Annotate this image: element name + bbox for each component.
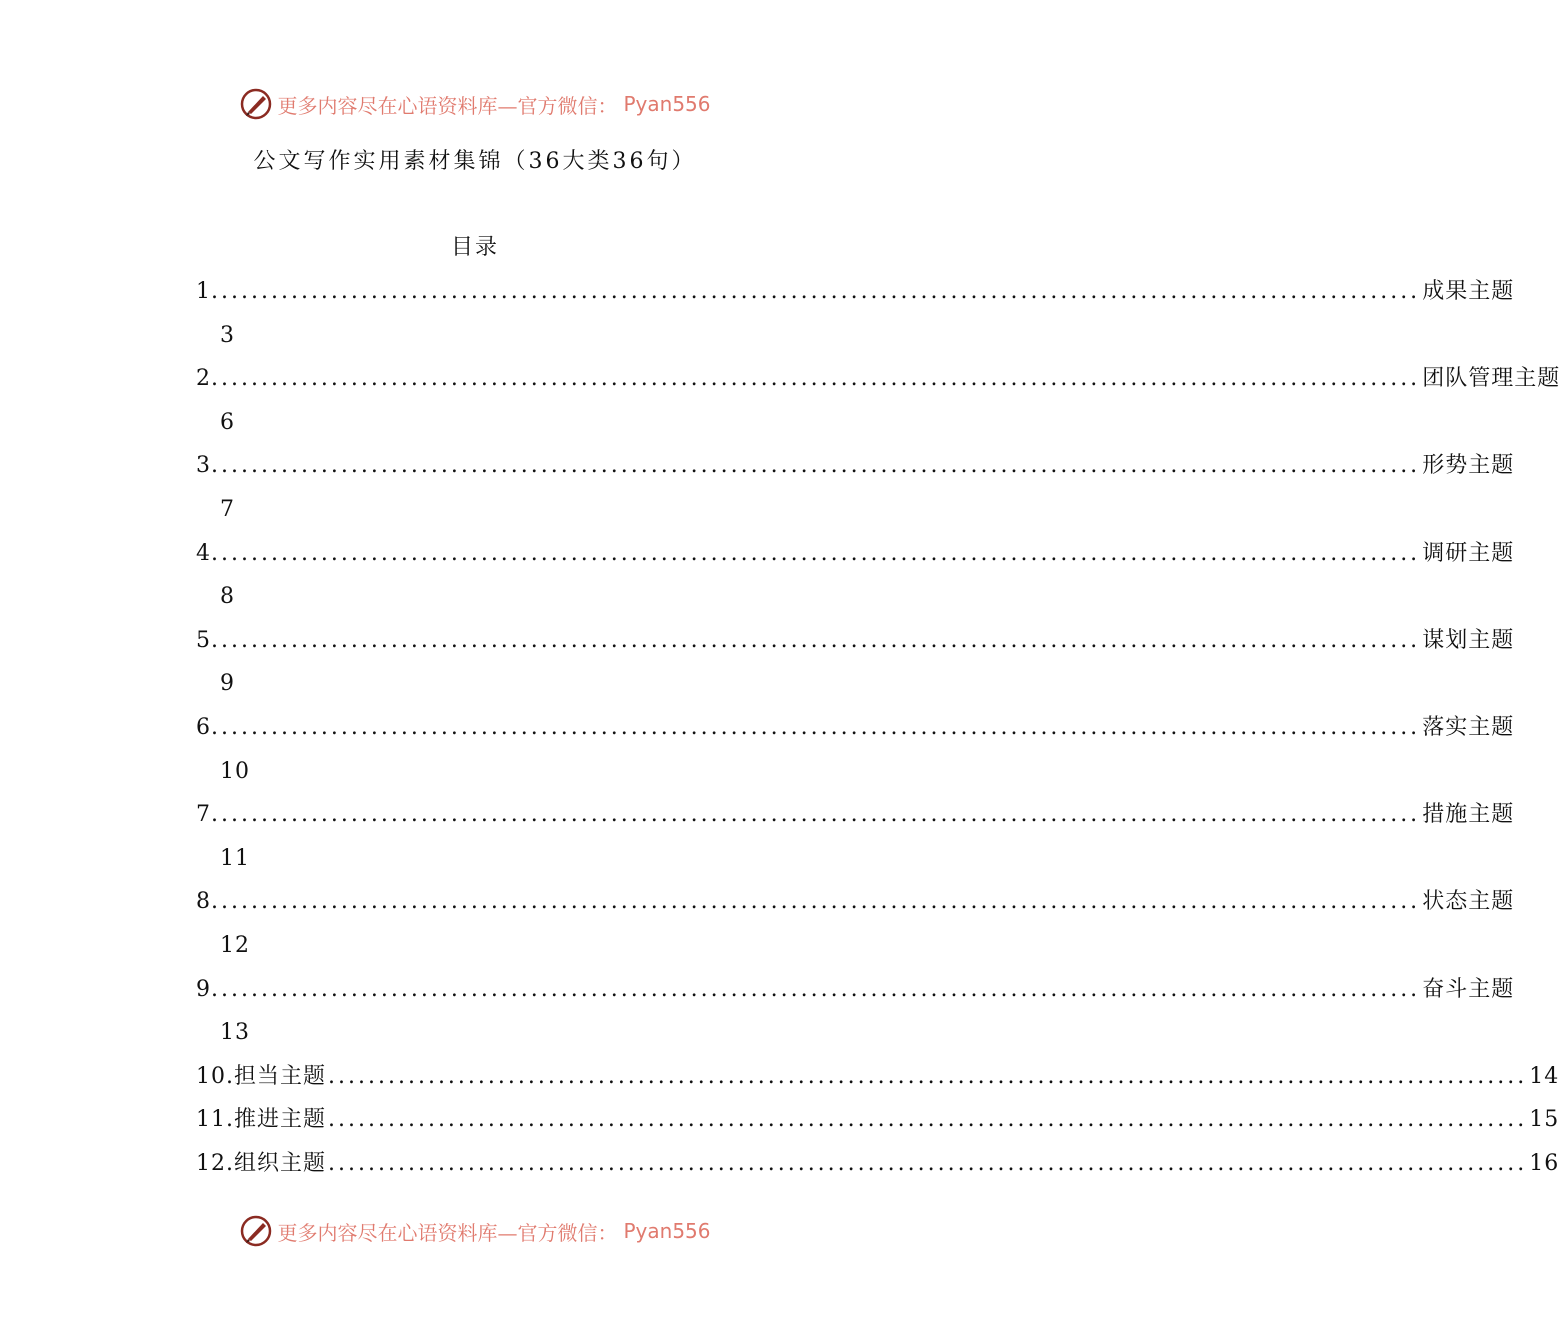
toc-entry-page: 9: [220, 671, 235, 697]
toc-entry[interactable]: [196, 1059, 1560, 1103]
watermark-text: 更多内容尽在心语资料库—官方微信：: [277, 1220, 618, 1245]
toc-entry-page: 7: [220, 496, 235, 522]
toc-entry-number: 3.: [196, 453, 219, 479]
toc-dot-leader: ........................................................................................................................: [221, 627, 1421, 653]
toc-dot-leader: ........................................................................................................................: [221, 802, 1421, 828]
document-title: 公文写作实用素材集锦（36大类36句）: [253, 149, 697, 174]
toc-entry-page: 8: [220, 584, 235, 610]
toc-entry-number: 6.: [196, 714, 219, 740]
toc-entry[interactable]: [196, 623, 1515, 667]
toc-entry-number: 11.: [196, 1107, 234, 1133]
toc-entry-page: 15: [1529, 1107, 1560, 1133]
toc-entry-number: 5.: [196, 627, 219, 653]
toc-dot-leader: ........................................................................................................................: [328, 1150, 1528, 1176]
toc-entry[interactable]: [196, 972, 1515, 1016]
toc-entry-number: 2.: [196, 366, 219, 392]
toc-dot-leader: ........................................................................................................................: [221, 279, 1421, 304]
watermark-text: 更多内容尽在心语资料库—官方微信：: [277, 93, 618, 118]
toc-entry[interactable]: [196, 1146, 1560, 1190]
toc-dot-leader: ........................................................................................................................: [328, 1107, 1528, 1133]
toc-entry[interactable]: [196, 448, 1515, 492]
watermark-top: [0, 84, 950, 124]
toc-dot-leader: ........................................................................................................................: [221, 366, 1421, 392]
toc-dot-leader: ........................................................................................................................: [221, 453, 1421, 479]
toc-dot-leader: ........................................................................................................................: [328, 1063, 1528, 1089]
watermark-bottom: [0, 1211, 950, 1251]
toc-entry-title: 措施主题: [1422, 802, 1515, 828]
toc-entry-page: 16: [1529, 1150, 1560, 1176]
toc-entry[interactable]: [196, 884, 1515, 928]
toc-entry[interactable]: [196, 274, 1515, 318]
toc-entry[interactable]: [196, 1102, 1560, 1146]
pen-logo-icon: [239, 87, 273, 121]
toc-entry-title: 状态主题: [1422, 889, 1515, 915]
toc-entry-title: 落实主题: [1422, 714, 1515, 740]
toc-entry-title: 谋划主题: [1422, 627, 1515, 653]
table-of-contents: [196, 274, 1560, 1189]
toc-entry-page: 13: [220, 1020, 250, 1046]
toc-entry-title: 团队管理主题: [1422, 366, 1560, 392]
toc-entry-title: 奋斗主题: [1422, 976, 1515, 1002]
toc-entry-number: 1.: [196, 279, 219, 304]
toc-entry-title: 推进主题: [234, 1107, 327, 1133]
toc-entry-number: 8.: [196, 889, 219, 915]
toc-entry-title: 担当主题: [234, 1063, 327, 1089]
toc-entry-title: 组织主题: [234, 1150, 327, 1176]
toc-entry-title: 调研主题: [1422, 540, 1515, 566]
toc-entry[interactable]: [196, 361, 1560, 405]
toc-entry-title: 形势主题: [1422, 453, 1515, 479]
watermark-wechat-id: Pyan556: [623, 1219, 711, 1243]
toc-entry-number: 9.: [196, 976, 219, 1002]
toc-dot-leader: ........................................................................................................................: [221, 976, 1421, 1002]
pen-logo-icon: [239, 1214, 273, 1248]
toc-entry-number: 4.: [196, 540, 219, 566]
toc-dot-leader: ........................................................................................................................: [221, 540, 1421, 566]
toc-entry-page: 12: [220, 932, 250, 958]
toc-entry[interactable]: [196, 797, 1515, 841]
toc-entry-page: 11: [220, 845, 250, 871]
toc-entry-page: 14: [1529, 1063, 1560, 1089]
toc-entry[interactable]: [196, 536, 1515, 580]
toc-entry-page: 6: [220, 409, 235, 435]
toc-entry-number: 7.: [196, 802, 219, 828]
toc-entry-title: 成果主题: [1422, 279, 1515, 304]
toc-entry-page: 10: [220, 758, 250, 784]
toc-entry[interactable]: [196, 710, 1515, 754]
toc-entry-number: 10.: [196, 1063, 234, 1089]
toc-entry-number: 12.: [196, 1150, 234, 1176]
toc-dot-leader: ........................................................................................................................: [221, 889, 1421, 915]
toc-dot-leader: ........................................................................................................................: [221, 714, 1421, 740]
watermark-wechat-id: Pyan556: [623, 92, 711, 116]
toc-entry-page: 3: [220, 322, 235, 348]
toc-heading: 目录: [450, 235, 499, 260]
